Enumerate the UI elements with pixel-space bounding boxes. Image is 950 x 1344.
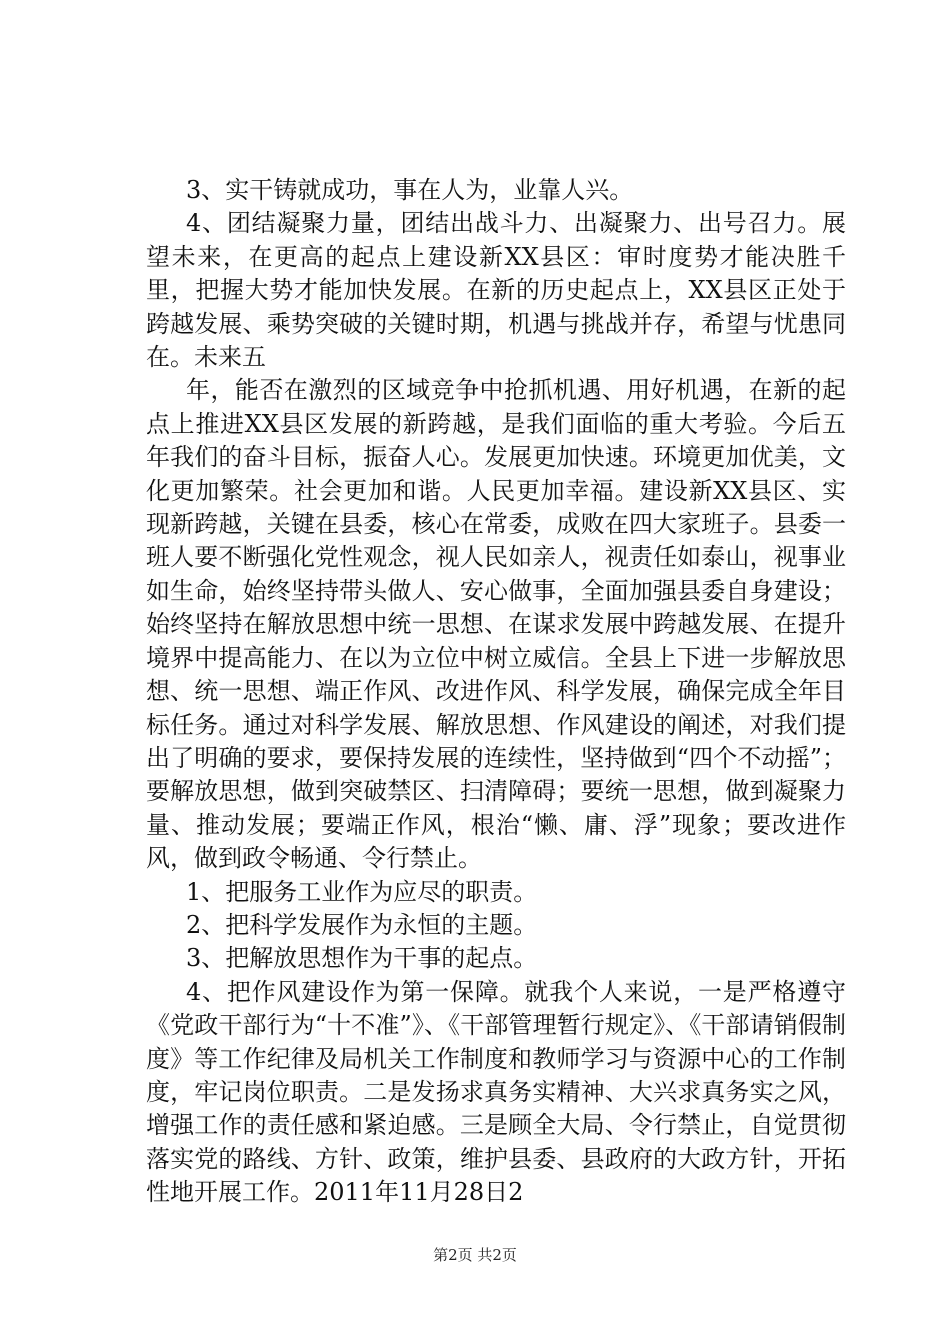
document-body bbox=[146, 174, 846, 1210]
page-number-label: 第2页 共2页 bbox=[433, 1246, 517, 1264]
paragraph: 4、团结凝聚力量，团结出战斗力、出凝聚力、出号召力。展望未来，在更高的起点上建设新XX县区：审时度势才能决胜千里，把握大势才能加快发展。在新的历史起点上，XX县区正处于跨越发展、乘势突破的关键时期，机遇与挑战并存，希望与忧患同在。未来五 bbox=[146, 209, 846, 372]
paragraph: 2、把科学发展作为永恒的主题。 bbox=[186, 910, 538, 939]
paragraph: 3、实干铸就成功，事在人为，业靠人兴。 bbox=[186, 176, 634, 204]
page-footer bbox=[0, 1244, 950, 1265]
paragraph: 1、把服务工业作为应尽的职责。 bbox=[186, 877, 538, 906]
paragraph: 年，能否在激烈的区域竞争中抢抓机遇、用好机遇，在新的起点上推进XX县区发展的新跨越，是我们面临的重大考验。今后五年我们的奋斗目标，振奋人心。发展更加快速。环境更加优美，文化更加繁荣。社会更加和谐。人民更加幸福。建设新XX县区、实现新跨越，关键在县委，核心在常委，成败在四大家班子。县委一班人要不断强化党性观念，视人民如亲人，视责任如泰山，视事业如生命，始终坚持带头做人、安心做事，全面加强县委自身建设；始终坚持在解放思想中统一思想、在谋求发展中跨越发展、在提升境界中提高能力、在以为立位中树立威信。全县上下进一步解放思想、统一思想、端正作风、改进作风、科学发展，确保完成全年目标任务。通过对科学发展、解放思想、作风建设的阐述，对我们提出了明确的要求，要保持发展的连续性，坚持做到“四个不动摇”；要解放思想，做到突破禁区、扫清障碍；要统一思想，做到凝聚力量、推动发展；要端正作风，根治“懒、庸、浮”现象；要改进作风，做到政令畅通、令行禁止。 bbox=[146, 376, 846, 873]
paragraph: 3、把解放思想作为干事的起点。 bbox=[186, 944, 538, 973]
paragraph: 4、把作风建设作为第一保障。就我个人来说，一是严格遵守《党政干部行为“十不准”》、《干部管理暂行规定》、《干部请销假制度》等工作纪律及局机关工作制度和教师学习与资源中心的工作制度，牢记岗位职责。二是发扬求真务实精神、大兴求真务实之风，增强工作的责任感和紧迫感。三是顾全大局、令行禁止，自觉贯彻落实党的路线、方针、政策，维护县委、县政府的大政方针，开拓性地开展工作。2011年11月28日2 bbox=[146, 977, 846, 1207]
